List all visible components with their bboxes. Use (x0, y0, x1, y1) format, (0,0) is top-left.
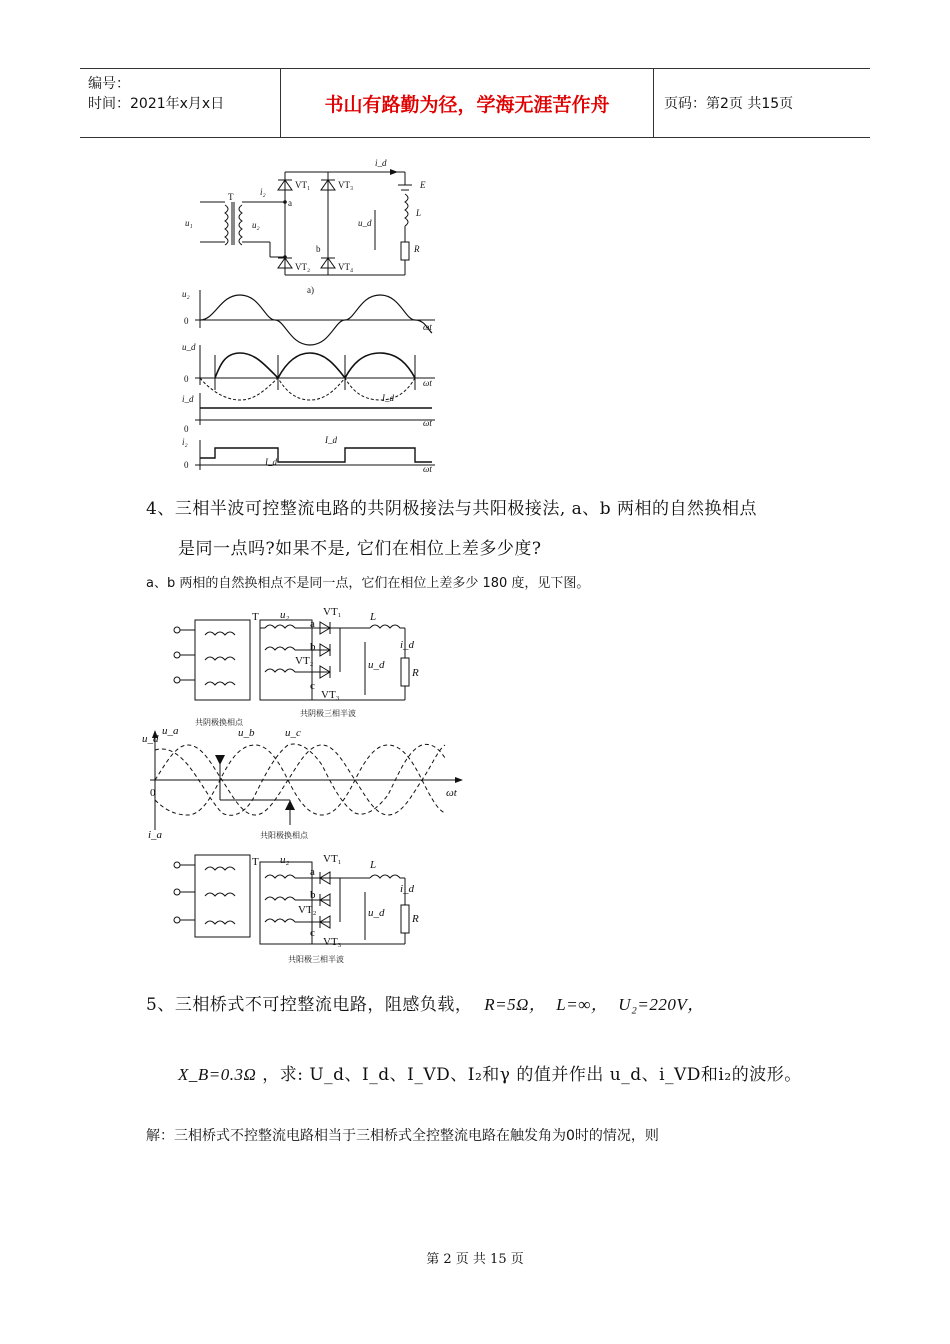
wave-wt-1: ωt (423, 322, 432, 332)
fig2-top-caption: 共阴极三相半波 (300, 709, 356, 718)
wave-zero-3: 0 (184, 424, 189, 434)
figure1-caption: a) (307, 285, 314, 295)
header-left-cell (80, 69, 281, 137)
fig2-ua: u_a (162, 725, 179, 737)
wave-Id-level: I_d (382, 393, 394, 403)
fig2-u2-top: u₂ (280, 609, 290, 621)
wave-wt-2: ωt (423, 378, 432, 388)
fig2-id-bottom: i_d (400, 883, 415, 895)
motto: 书山有路勤为径，学海无涯苦作舟 (281, 69, 654, 137)
q5-l-value: L=∞， (556, 995, 609, 1014)
l-label: L (416, 208, 422, 218)
page-footer: 第 2 页 共 15 页 (426, 1252, 524, 1267)
q4-answer: a、b 两相的自然换相点不是同一点，它们在相位上差多少 180 度，见下图。 (146, 576, 590, 591)
fig2-id-top: i_d (400, 639, 415, 651)
fig2-bottom-caption: 共阳极三相半波 (288, 955, 344, 964)
t-label: T (228, 192, 234, 202)
fig2-vt3-bottom: VT₃ (323, 936, 342, 948)
vt4-label: VT₄ (338, 262, 354, 272)
fig2-b-top: b (310, 641, 316, 653)
wave-wt-4: ωt (423, 464, 432, 474)
fig2-l-bottom: L (370, 859, 377, 871)
wave-wt-3: ωt (423, 418, 432, 428)
q5-line2 (178, 1060, 802, 1085)
header-table (80, 68, 870, 138)
fig2-vt2-bottom: VT₂ (298, 904, 317, 916)
wave-zero-2: 0 (184, 374, 189, 384)
q5-u2-value: U₂=220V， (618, 995, 705, 1014)
node-a-label: a (288, 198, 292, 208)
q4-line1: 4、三相半波可控整流电路的共阴极接法与共阳极接法, a、b 两相的自然换相点 (146, 499, 758, 519)
fig2-c-top: c (310, 680, 315, 692)
page-info: 页码：第2页 共15页 (664, 96, 794, 112)
q5-prefix: 5、三相桥式不可控整流电路，阻感负载， (146, 995, 473, 1015)
fig2-vt1-bottom: VT₁ (323, 853, 342, 865)
q5-solution: 解：三相桥式不控整流电路相当于三相桥式全控整流电路在触发角为0时的情况，则 (146, 1128, 659, 1144)
wave-u2-label: u₂ (182, 289, 190, 299)
fig2-ud-wave: u_d (142, 733, 159, 745)
wave-ud-label: u_d (182, 342, 196, 352)
fig2-t-bottom: T (252, 856, 259, 868)
vt2-label: VT₂ (295, 262, 311, 272)
u1-label: u₁ (185, 218, 193, 228)
wave-zero-4: 0 (184, 460, 189, 470)
r-label: R (414, 244, 420, 254)
fig2-r-top: R (412, 667, 419, 679)
single-phase-bridge-figure (170, 150, 450, 475)
fig2-a-top: a (310, 618, 315, 630)
fig2-c-bottom: c (310, 927, 315, 939)
fig2-vt3-top: VT₃ (321, 689, 340, 701)
fig2-u2-bottom: u₂ (280, 854, 290, 866)
fig2-ub: u_b (238, 727, 255, 739)
q5-r-value: R=5Ω， (484, 995, 547, 1014)
u2-circuit-label: u₂ (252, 220, 260, 230)
fig2-vt2-top: VT₂ (295, 655, 314, 667)
fig2-ud-bottom: u_d (368, 907, 385, 919)
vt3-label: VT₃ (338, 180, 354, 190)
fig2-t-top: T (252, 611, 259, 623)
wave-i2-label: i₂ (182, 437, 188, 447)
fig2-anode-note: 共阳极换相点 (260, 831, 308, 840)
fig2-cathode-note: 共阴极换相点 (195, 718, 243, 727)
fig2-a-bottom: a (310, 866, 315, 878)
wave-i2-Id-bottom: I_d (265, 457, 277, 467)
fig2-r-bottom: R (412, 913, 419, 925)
i2-label: i₂ (260, 187, 266, 197)
q4-line2: 是同一点吗?如果不是, 它们在相位上差多少度? (178, 539, 542, 559)
three-phase-half-wave-figure (140, 600, 470, 972)
node-b-label: b (316, 244, 321, 254)
e-label: E (420, 180, 426, 190)
fig2-l-top: L (370, 611, 377, 623)
vt1-label: VT₁ (295, 180, 311, 190)
id-circuit-label: i_d (375, 158, 387, 168)
fig2-ud-top: u_d (368, 659, 385, 671)
fig2-uc: u_c (285, 727, 301, 739)
q5-line1 (146, 990, 705, 1015)
q5-xb-value: X_B=0.3Ω (178, 1065, 257, 1084)
fig2-vt1-top: VT₁ (323, 606, 342, 618)
fig2-wt: ωt (446, 787, 457, 799)
fig2-b-bottom: b (310, 889, 316, 901)
wave-zero-1: 0 (184, 316, 189, 326)
number-label: 编号： (88, 76, 130, 92)
fig2-ia: i_a (148, 829, 163, 841)
fig2-zero: 0 (150, 787, 156, 799)
ud-circuit-label: u_d (358, 218, 372, 228)
wave-id-label: i_d (182, 394, 194, 404)
wave-i2-Id-top: I_d (325, 435, 337, 445)
time-label: 时间：2021年x月x日 (88, 96, 225, 112)
q5-line2-rest: ，求: U_d、I_d、I_VD、I₂和γ 的值并作出 u_d、i_VD和i₂的波形。 (262, 1065, 802, 1085)
